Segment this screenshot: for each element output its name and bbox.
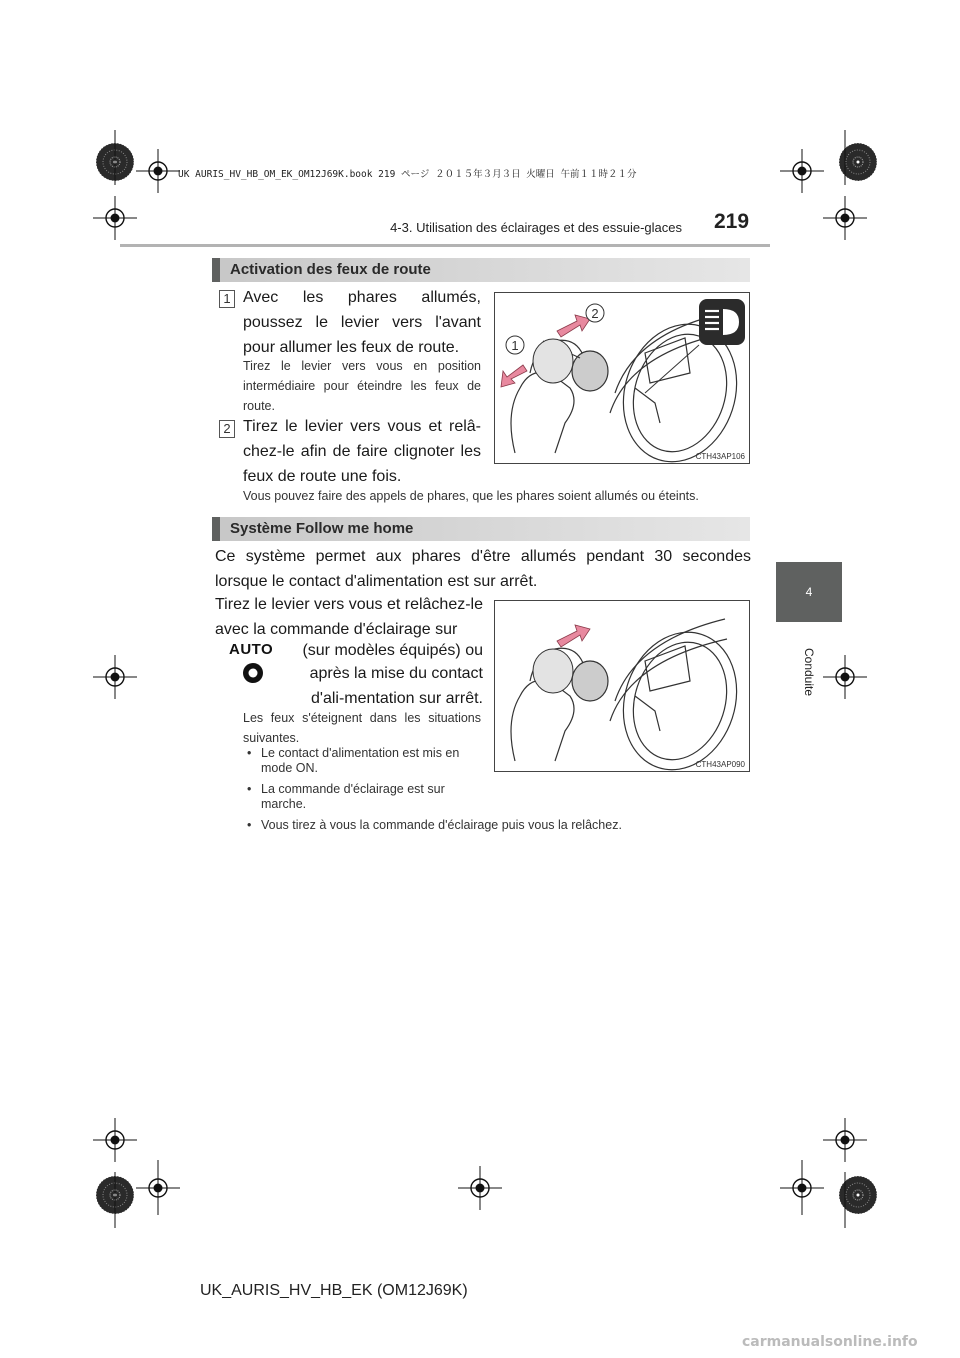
figure-callout: 1: [511, 338, 519, 353]
list-item-text: Vous tirez à vous la commande d'éclairage puis vous la relâchez.: [261, 818, 622, 832]
body-text: [215, 592, 483, 642]
chapter-label: [776, 632, 842, 712]
figure-high-beam: [494, 292, 750, 464]
headlight-icon: [699, 299, 745, 345]
body-text-part: après la mise du contact d'ali-mentation sur arrêt.: [309, 665, 483, 707]
step-number: 1: [219, 290, 235, 308]
body-text-part: Tirez le levier vers vous et relâchez-le avec la commande d'éclairage sur: [215, 596, 483, 638]
figure-drawing: [495, 601, 749, 771]
chapter-tab: 4: [776, 562, 842, 622]
step-number: 2: [219, 420, 235, 438]
registration-mark-icon: [136, 149, 180, 193]
step-text: Tirez le levier vers vous et relâ-chez-le afin de faire clignoter les feux de route une fois.: [243, 418, 481, 485]
list-item-text: La commande d'éclairage est sur marche.: [261, 782, 445, 811]
figure-code: CTH43AP090: [695, 760, 745, 769]
registration-mark-icon: [780, 149, 824, 193]
section-note: Les feux s'éteignent dans les situations suivantes.: [243, 711, 481, 745]
step-note: Tirez le levier vers vous en position intermédiaire pour éteindre les feux de route.: [243, 359, 481, 413]
arrow-icon: [557, 625, 590, 647]
list-item: • Le contact d'alimentation est mis en mode ON.: [243, 746, 481, 776]
section-heading-text: Système Follow me home: [230, 520, 414, 537]
page-number: 219: [714, 210, 750, 233]
list-item-text: Le contact d'alimentation est mis en mode ON.: [261, 746, 460, 775]
header-section-title: 4-3. Utilisation des éclairages et des essuie-glaces: [390, 220, 682, 235]
header-rule: [120, 244, 770, 247]
registration-mark-icon: [458, 1166, 502, 1210]
registration-mark-icon: [93, 1118, 137, 1162]
step-text: Avec les phares allumés, poussez le levier vers l'avant pour allumer les feux de route.: [243, 289, 481, 356]
section-heading: [212, 258, 750, 282]
registration-mark-icon: [93, 655, 137, 699]
print-header: UK AURIS_HV_HB_OM_EK_OM12J69K.book 219 ページ ２０１５年３月３日 火曜日 午前１１時２１分: [178, 169, 637, 180]
list-item: • Vous tirez à vous la commande d'éclairage puis vous la relâchez.: [243, 818, 753, 833]
section-intro: Ce système permet aux phares d'être allumés pendant 30 secondes lorsque le contact d'alimentation est sur arrêt.: [215, 548, 751, 590]
list-item: • La commande d'éclairage est sur marche.: [243, 782, 481, 812]
registration-mark-icon: [823, 196, 867, 240]
light-switch-icon: [241, 661, 265, 685]
section-heading-text: Activation des feux de route: [230, 261, 431, 278]
registration-mark-icon: [823, 1118, 867, 1162]
figure-follow-me-home: [494, 600, 750, 772]
auto-mode-icon: AUTO: [229, 641, 274, 658]
step-note: Vous pouvez faire des appels de phares, que les phares soient allumés ou éteints.: [243, 489, 699, 503]
footer-code: UK_AURIS_HV_HB_EK (OM12J69K): [200, 1282, 468, 1299]
watermark: carmanualsonline.info: [742, 1334, 918, 1350]
chapter-label-text: Conduite: [802, 647, 816, 697]
body-text-part: (sur modèles équipés) ou: [302, 642, 483, 659]
figure-code: CTH43AP106: [695, 452, 745, 461]
arrow-icon: [557, 315, 590, 337]
section-heading: [212, 517, 750, 541]
figure-callout: 2: [591, 306, 599, 321]
figure-drawing: [495, 293, 749, 463]
